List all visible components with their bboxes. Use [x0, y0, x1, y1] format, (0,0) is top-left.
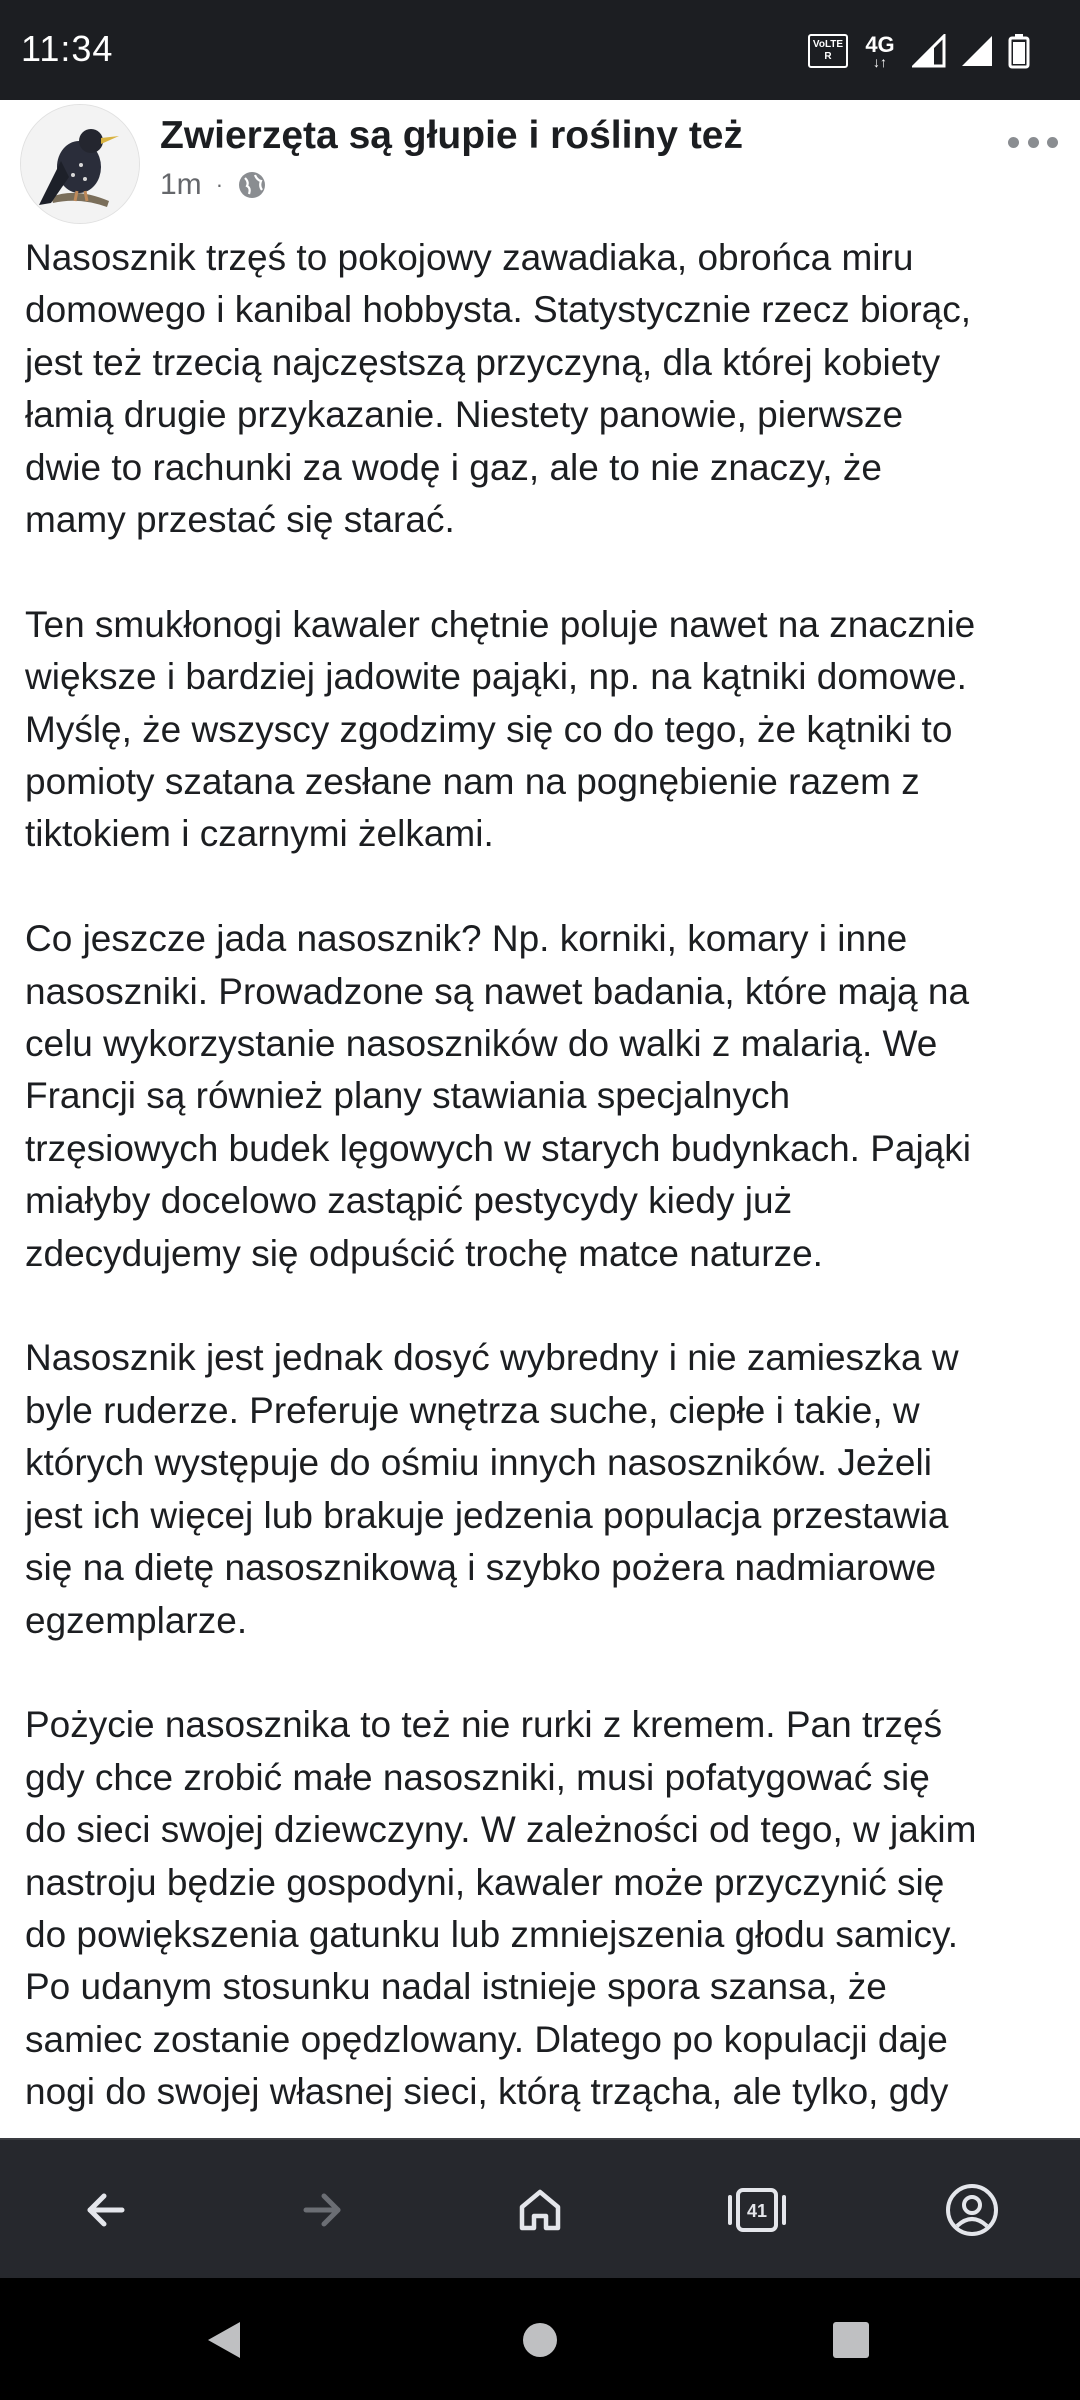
network-type-indicator: 4G ↓↑ [865, 32, 895, 70]
system-recents-icon[interactable] [833, 2322, 869, 2358]
starling-bird-image [21, 105, 139, 223]
system-nav-bar [0, 2278, 1080, 2400]
post-header [0, 100, 1080, 216]
post-time[interactable]: 1m [160, 168, 202, 201]
status-time: 11:34 [21, 28, 114, 69]
signal-icon [960, 34, 994, 68]
account-icon [942, 2180, 1002, 2240]
post-body [25, 232, 1065, 2138]
globe-icon [237, 170, 267, 200]
tabs-icon [725, 2180, 789, 2240]
post-paragraph: Ten smukłonogi kawaler chętnie poluje nawet na znacznie większe i bardziej jadowite pająki, np. na kątniki domowe. Myślę, że wszyscy zgodzimy się co do tego, że kątniki to pomioty szatana zesłane nam na pognębienie razem z tiktokiem i czarnymi żelkami. [25, 603, 976, 855]
post-meta [160, 168, 267, 202]
post-paragraph: Nasosznik jest jednak dosyć wybredny i nie zamieszka w byle ruderze. Preferuje wnętrza suche, ciepłe i takie, w których występuje do ośmiu innych nasoszników. Jeżeli jest ich więcej lub brakuje jedzenia populacja przestawia się na dietę nasosznikową i szybko pożera nadmiarowe egzemplarze. [25, 1337, 959, 1641]
tabs-button[interactable] [725, 2180, 785, 2240]
avatar[interactable] [20, 104, 140, 224]
meta-separator: · [215, 172, 224, 197]
post-paragraph: Pożycie nasosznika to też nie rurki z kremem. Pan trzęś gdy chce zrobić małe nasoszniki, musi pofatygować się do sieci swojej dziewczyny. W zależności od tego, w jakim nastroju będzie gospodyni, kawaler może przyczynić się do powiększenia gatunku lub zmniejszenia głodu samicy. Po udanym stosunku nadal istnieje spora szansa, że samiec zostanie opędzlowany. Dlatego po kopulacji daje nogi do swojej własnej sieci, którą trząchа, ale tylko, gdy [25, 1704, 977, 2113]
status-icons [808, 30, 1030, 72]
system-home-icon[interactable] [522, 2322, 558, 2358]
more-options-icon[interactable] [1008, 122, 1058, 162]
forward-button[interactable] [292, 2180, 352, 2240]
arrow-left-icon [76, 2180, 136, 2240]
profile-button[interactable] [942, 2180, 1002, 2240]
signal-icon [912, 34, 946, 68]
system-back-icon[interactable] [204, 2320, 244, 2360]
post-paragraph: Co jeszcze jada nasosznik? Np. korniki, komary i inne nasoszniki. Prowadzone są nawet badania, które mają na celu wykorzystanie nasoszników do walki z malarią. We Francji są również plany stawiania specjalnych trzęsiowych budek lęgowych w starych budynkach. Pająki miałyby docelowo zastąpić pestycydy kiedy już zdecydujemy się odpuścić trochę matce naturze. [25, 918, 972, 1274]
arrow-right-icon [292, 2180, 352, 2240]
page-name[interactable]: Zwierzęta są głupie i rośliny też [160, 114, 744, 157]
volte-icon: VoLTE R [808, 34, 848, 68]
post-paragraph: Nasosznik trzęś to pokojowy zawadiaka, obrońca miru domowego i kanibal hobbysta. Statystycznie rzecz biorąc, jest też trzecią najczęstszą przyczyną, dla której kobiety łamią drugie przykazanie. Niestety panowie, pierwsze dwie to rachunki za wodę i gaz, ale to nie znaczy, że mamy przestać się starać. [25, 237, 972, 541]
home-icon [510, 2180, 570, 2240]
home-button[interactable] [510, 2180, 570, 2240]
status-bar [0, 0, 1080, 100]
browser-bottom-nav [0, 2138, 1080, 2280]
tab-count: 41 [746, 2201, 768, 2221]
back-button[interactable] [76, 2180, 136, 2240]
battery-icon [1008, 33, 1030, 69]
